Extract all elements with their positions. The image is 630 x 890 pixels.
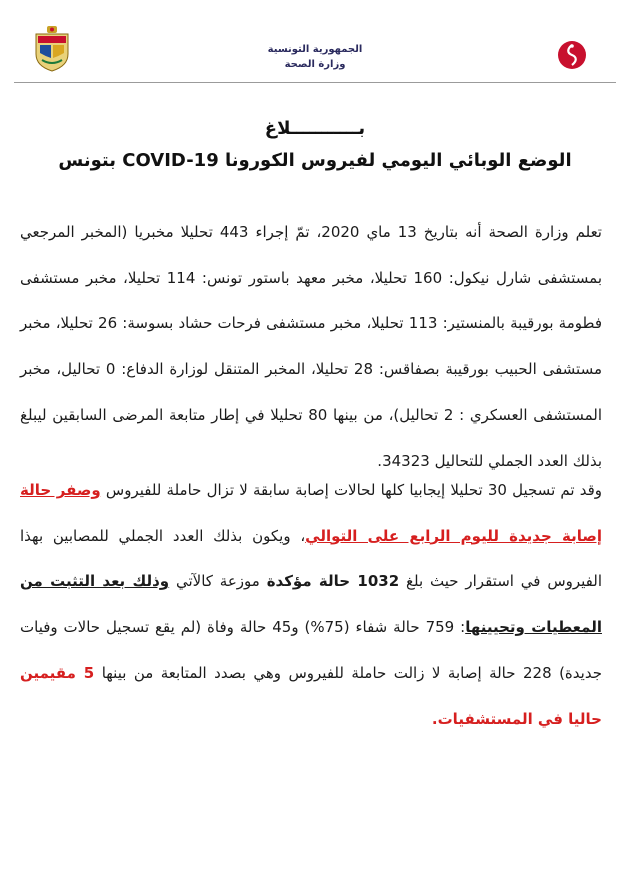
cases-text-3: موزعة كالآتي bbox=[169, 572, 267, 591]
cases-text-1: وقد تم تسجيل 30 تحليلا إيجابيا كلها لحالات إصابة سابقة لا تزال حاملة للفيروس bbox=[100, 481, 603, 499]
paragraph-tests: تعلم وزارة الصحة أنه بتاريخ 13 ماي 2020، تمّ إجراء 443 تحليلا مخبريا (المخبر المرجعي بمستشفى شارل نيكول: 160 تحليلا، مخبر معهد باستور تونس: 114 تحليلا، مخبر مستشفى فطومة بورقيبة بالمنستير: 113 تحليلا، مخبر مستشفى فرحات حشاد بسوسة: 26 تحليلا، مخبر مستشفى الحبيب بورقيبة بصفاقس: 28 تحليلا، المخبر المتنقل لوزارة الدفاع: 0 تحاليل، مخبر المستشفى العسكري : 2 تحاليل)، من بينها 80 تحليلا في إطار متابعة المرضى السابقين ليبلغ بذلك العدد الجملي للتحاليل 34323. bbox=[20, 223, 603, 470]
letterhead bbox=[0, 12, 630, 74]
paragraph-cases bbox=[20, 468, 602, 742]
fourth-day-highlight: وم الرابع على التوالي bbox=[305, 526, 482, 545]
closing-period: . bbox=[431, 709, 438, 728]
communique-subtitle: الوضع الوبائي اليومي لفيروس الكورونا COVID-19 بتونس bbox=[58, 150, 572, 171]
verification-note: وذلك بعد التثبت من المعطيات وتحيينها bbox=[20, 572, 602, 637]
ministry-name: وزارة الصحة bbox=[284, 59, 346, 70]
header-divider bbox=[14, 82, 616, 83]
communique-title: بـــــــــــلاغ bbox=[264, 118, 366, 139]
ministry-of-health-logo-icon bbox=[557, 40, 587, 70]
republic-name: الجمهورية التونسية bbox=[267, 44, 363, 55]
confirmed-cases-count: 1032 حالة مؤكدة bbox=[266, 572, 400, 591]
cases-text-4: : 759 حالة شفاء (75%) و45 حالة وفاة (لم يقع تسجيل حالات وفيات جديدة) 228 حالة إصابة لا زالت حاملة للفيروس وهي بصدد المتابعة من بينها bbox=[20, 618, 602, 682]
hospitalized-highlight: 5 مقيمين حاليا في المستشفيات bbox=[20, 663, 602, 728]
cases-text-2: ، ويكون بذلك العدد الجملي للمصابين بهذا الفيروس في استقرار حيث بلغ bbox=[20, 526, 603, 591]
letterhead-text bbox=[200, 42, 430, 72]
tunisia-coat-of-arms-icon bbox=[30, 26, 74, 72]
zero-new-cases-highlight: وصفر حالة إصابة جديدة للي bbox=[20, 481, 602, 545]
